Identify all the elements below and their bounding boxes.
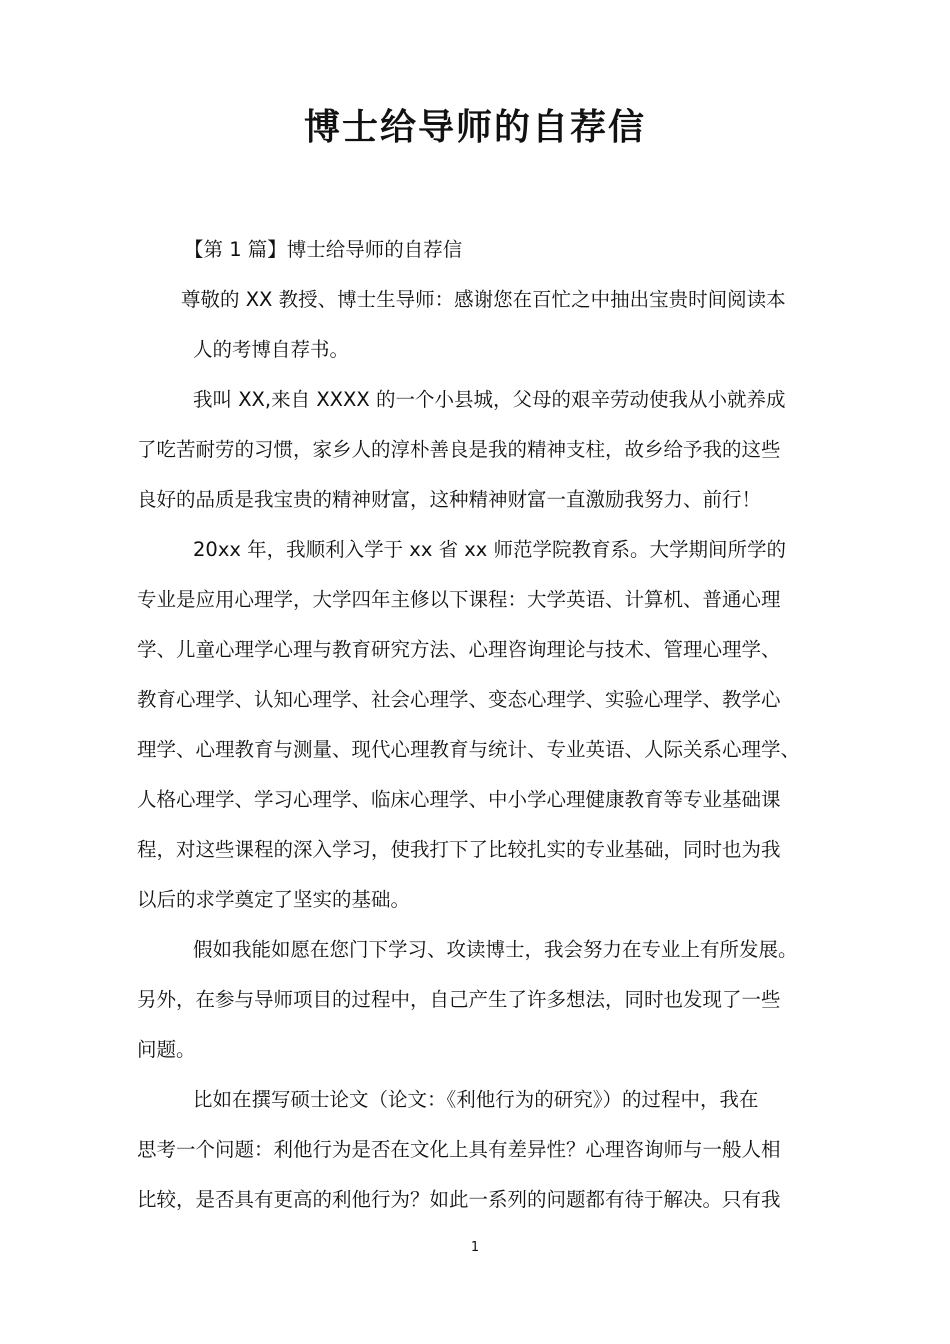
body-line: 假如我能如愿在您门下学习、攻读博士，我会努力在专业上有所发展。	[193, 938, 798, 961]
document-title: 博士给导师的自荐信	[303, 107, 646, 148]
section-heading: 【第 1 篇】博士给导师的自荐信	[184, 238, 463, 261]
body-line: 以后的求学奠定了坚实的基础。	[137, 888, 411, 911]
body-line: 专业是应用心理学，大学四年主修以下课程：大学英语、计算机、普通心理	[137, 588, 781, 611]
body-line: 学、儿童心理学心理与教育研究方法、心理咨询理论与技术、管理心理学、	[137, 638, 781, 661]
body-line: 20xx 年，我顺利入学于 xx 省 xx 师范学院教育系。大学期间所学的	[193, 538, 787, 561]
body-line: 人的考博自荐书。	[193, 338, 350, 361]
body-line: 教育心理学、认知心理学、社会心理学、变态心理学、实验心理学、教学心	[137, 688, 781, 711]
body-line: 尊敬的 XX 教授、博士生导师：感谢您在百忙之中抽出宝贵时间阅读本	[181, 288, 786, 311]
body-line: 程，对这些课程的深入学习，使我打下了比较扎实的专业基础，同时也为我	[137, 838, 781, 861]
body-line: 思考一个问题：利他行为是否在文化上具有差异性？心理咨询师与一般人相	[137, 1138, 781, 1161]
body-line: 比较，是否具有更高的利他行为？如此一系列的问题都有待于解决。只有我	[137, 1188, 781, 1211]
body-line: 良好的品质是我宝贵的精神财富，这种精神财富一直激励我努力、前行！	[137, 488, 762, 511]
body-line: 比如在撰写硕士论文（论文：《利他行为的研究》）的过程中，我在	[193, 1088, 759, 1111]
body-line: 人格心理学、学习心理学、临床心理学、中小学心理健康教育等专业基础课	[137, 788, 781, 811]
body-line: 了吃苦耐劳的习惯，家乡人的淳朴善良是我的精神支柱，故乡给予我的这些	[137, 438, 781, 461]
body-line: 理学、心理教育与测量、现代心理教育与统计、专业英语、人际关系心理学、	[137, 738, 801, 761]
body-line: 问题。	[137, 1038, 196, 1061]
page-number: 1	[470, 1240, 480, 1255]
body-line: 另外，在参与导师项目的过程中，自己产生了许多想法，同时也发现了一些	[137, 988, 781, 1011]
body-line: 我叫 XX,来自 XXXX 的一个小县城，父母的艰辛劳动使我从小就养成	[193, 388, 786, 411]
